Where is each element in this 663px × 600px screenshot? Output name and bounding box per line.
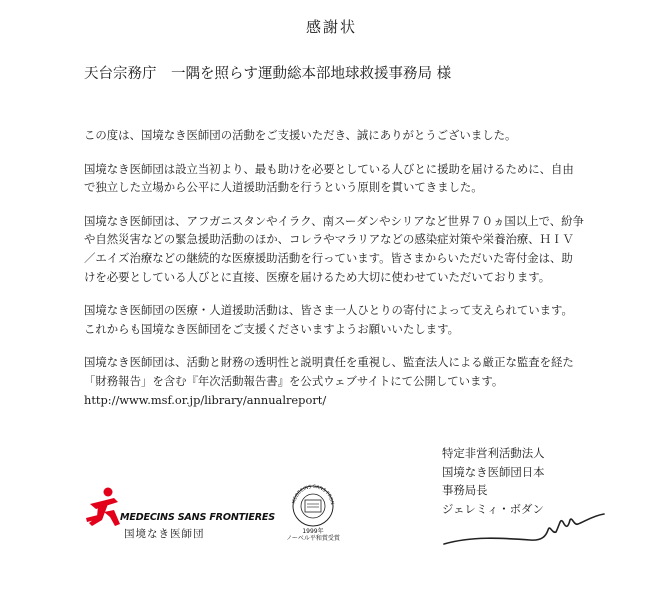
nobel-year: 1999年: [302, 528, 324, 535]
letter-body: [84, 126, 584, 424]
msf-running-man-icon: [84, 484, 126, 534]
msf-logo-text-en: MEDECINS SANS FRONTIERES: [120, 512, 275, 523]
paragraph-activities: 国境なき医師団は、アフガニスタンやイラク、南スーダンやシリアなど世界７０ヵ国以上で、紛争や自然災害などの緊急援助活動のほか、コレラやマラリアなどの感染症対策や栄養治療、ＨＩＶ／エイズ治療などの継続的な医療援助活動を行っています。皆さまからいただいた寄付金は、助けを必要としている人びとに直接、医療を届けるため大切に使わせていただいております。: [84, 213, 584, 284]
paragraph-thanks: この度は、国境なき医師団の活動をご支援いただき、誠にありがとうございました。: [84, 128, 517, 142]
nobel-prize-seal: [283, 482, 343, 548]
nobel-seal-icon: [283, 482, 343, 528]
paragraph-principles: 国境なき医師団は設立当初より、最も助けを必要としている人びとに援助を届けるために、自由で独立した立場から公平に人道援助活動を行うという原則を貫いてきました。: [84, 161, 574, 195]
document-title: 感謝状: [305, 18, 357, 36]
signer-org-name: 国境なき医師団日本: [442, 464, 545, 479]
msf-logo-text-jp: 国境なき医師団: [124, 528, 205, 540]
paragraph-transparency: 国境なき医師団は、活動と財務の透明性と説明責任を重視し、監査法人による厳正な監査を経た「財務報告」を含む『年次活動報告書』を公式ウェブサイトにて公開しています。http://www.msf.or.jp/library/annualreport/: [84, 355, 574, 407]
msf-logo: [84, 484, 275, 544]
signer-position: 事務局長: [442, 483, 488, 498]
signer-block: [442, 444, 545, 518]
signer-name: ジェレミィ・ボダン: [442, 501, 544, 516]
handwritten-signature: [442, 510, 612, 550]
nobel-caption: [283, 528, 343, 542]
nobel-prize-caption: ノーベル平和賞受賞: [286, 535, 340, 542]
svg-text:MEDECINS SANS FRONTIERES: MEDECINS SANS FRON: [292, 484, 335, 506]
recipient-line: 天台宗務庁 一隅を照らす運動総本部地球救援事務局 様: [84, 66, 452, 82]
paragraph-support: 国境なき医師団の医療・人道援助活動は、皆さま一人ひとりの寄付によって支えられています。これからも国境なき医師団をご支援くださいますようお願いいたします。: [84, 303, 573, 336]
signer-org-type: 特定非営利活動法人: [442, 446, 545, 460]
